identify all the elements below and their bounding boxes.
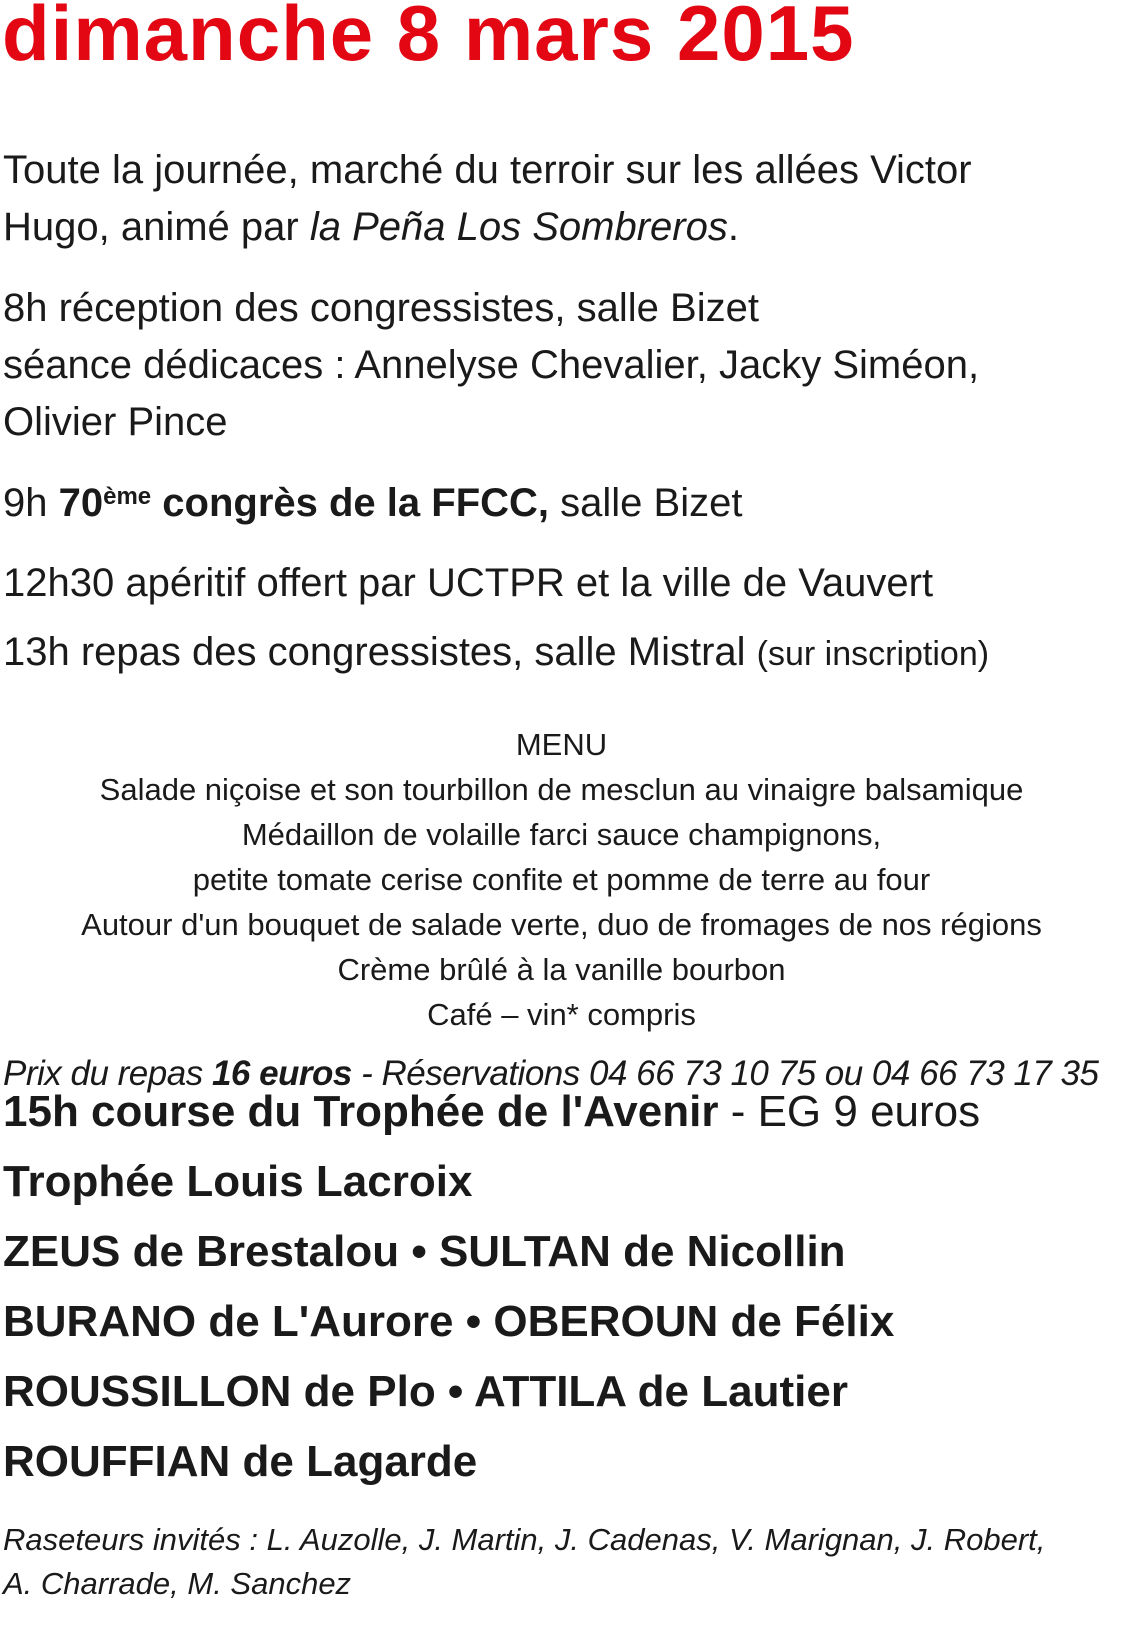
aperitif-line: 12h30 apéritif offert par UCTPR et la ville de Vauvert [3, 561, 934, 605]
congress-line [3, 483, 742, 523]
course-line [3, 1087, 981, 1136]
raseteurs-block [3, 1518, 1045, 1606]
congress-hour: 9h [3, 481, 59, 525]
course-title: 15h course du Trophée de l'Avenir [3, 1087, 719, 1136]
bull-name: ATTILA de Lautier [473, 1367, 848, 1416]
course-price: - EG 9 euros [718, 1087, 981, 1136]
congress-venue: salle Bizet [549, 481, 743, 525]
bull-name: ZEUS de Brestalou [3, 1227, 400, 1276]
bull-name: SULTAN de Nicollin [438, 1227, 846, 1276]
menu-item: Salade niçoise et son tourbillon de mesclun au vinaigre balsamique [99, 772, 1024, 807]
price-label: Prix du repas [3, 1054, 212, 1093]
bulls-row-4: ROUFFIAN de Lagarde [3, 1437, 478, 1486]
bullet-separator: • [399, 1227, 439, 1276]
menu-item: Crème brûlé à la vanille bourbon [337, 952, 786, 987]
menu-item: Médaillon de volaille farci sauce champignons, [241, 817, 882, 852]
reception-line-1: 8h réception des congressistes, salle Bizet [3, 286, 759, 330]
reception-line-2: séance dédicaces : Annelyse Chevalier, Jacky Siméon, [3, 343, 980, 387]
menu-item: Autour d'un bouquet de salade verte, duo de fromages de nos régions [81, 907, 1042, 942]
bull-name: ROUSSILLON de Plo [3, 1367, 436, 1416]
market-line-2-end: . [727, 205, 739, 249]
bull-name: OBEROUN de Félix [493, 1297, 895, 1346]
price-amount: 16 euros [211, 1054, 352, 1093]
menu-item: Café – vin* compris [427, 997, 696, 1032]
market-line-1: Toute la journée, marché du terroir sur les allées Victor [3, 148, 972, 192]
menu-block [0, 722, 1123, 1037]
raseteurs-line-2: A. Charrade, M. Sanchez [3, 1566, 352, 1601]
bullet-separator: • [453, 1297, 494, 1346]
market-line-2 [3, 207, 739, 247]
congress-name: congrès de la FFCC, [151, 481, 550, 525]
page-title: dimanche 8 mars 2015 [2, 0, 855, 77]
congress-number: 70 [58, 481, 104, 525]
bull-name: BURANO de L'Aurore [3, 1297, 454, 1346]
congress-ordinal: ème [103, 483, 152, 510]
market-line-2-text: Hugo, animé par [3, 205, 310, 249]
raseteurs-line-1: Raseteurs invités : L. Auzolle, J. Martin, J. Cadenas, V. Marignan, J. Robert, [3, 1522, 1046, 1557]
repas-line [3, 632, 989, 672]
menu-item: petite tomate cerise confite et pomme de terre au four [192, 862, 931, 897]
menu-heading: MENU [515, 727, 608, 762]
bullet-separator: • [435, 1367, 474, 1416]
pena-name: la Peña Los Sombreros [309, 205, 728, 249]
bulls-row-2 [3, 1297, 895, 1346]
repas-main: 13h repas des congressistes, salle Mistral [3, 630, 757, 674]
bulls-row-3 [3, 1367, 848, 1416]
trophy-line: Trophée Louis Lacroix [3, 1157, 473, 1206]
bulls-row-1 [3, 1227, 846, 1276]
reservation-phones: - Réservations 04 66 73 10 75 ou 04 66 73 17 35 [351, 1054, 1099, 1093]
repas-note: (sur inscription) [756, 635, 990, 673]
reception-line-3: Olivier Pince [3, 400, 228, 444]
